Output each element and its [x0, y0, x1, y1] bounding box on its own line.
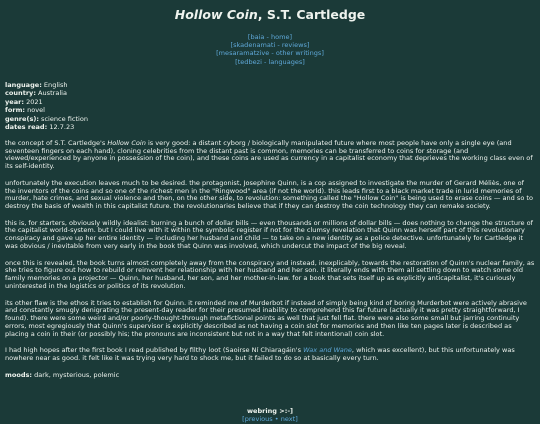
page-title — [5, 7, 535, 22]
meta-dates-read: dates read: 12.7.23 — [5, 123, 75, 132]
review-paragraph: its other flaw is the ethos it tries to establish for Quinn. it reminded me of Murderbot if instead of simply being kind of boring Murderbot were actively abrasive and constantly smugly denigrating the present-day reader for their presumed inability to comprehend this far future (actually it was pretty straightforward, I found). there were some weird and/or poorly-thought-through metafictional points as well that just fell flat. there were also some small but jarring continuity errors, most egregiously that Quinn's supervisor is explicitly described as not having a coin slot for memories and then like ten pages later is described as placing a coin in their (or possibly his; the pronouns are inconsistent but not in a way that felt intentional) coin slot. — [5, 298, 527, 338]
nav-link-home[interactable]: [baia - home] — [247, 33, 293, 41]
nav-link-languages[interactable]: [tedbezi - languages] — [235, 57, 305, 66]
wax-and-wane-link[interactable]: Wax and Wane — [303, 346, 352, 355]
nav-link-reviews[interactable]: [skadenamati - reviews] — [230, 41, 310, 50]
meta-language: language: English — [5, 80, 68, 89]
review-paragraph: the concept of S.T. Cartledge's Hollow Coin is very good: a distant cyborg / biologically manipulated future where most people have only a single eye (and seventeen fingers on each hand), cloning celebrities from the distant past is common, memories can be transferred to coins for storage (and viewed/experienced by anyone in possession of the coin), and these coins are used as currency in a capitalist economy that deprieves the working class even of its self-identity. — [5, 138, 533, 171]
webring-label: webring >:-] — [246, 406, 294, 415]
review-paragraph: this is, for starters, obviously wildly idealist: burning a bunch of dollar bills — even thousands or millions of dollar bills — does nothing to change the structure of the capitalist world-system. but I could live with it within the symbolic register if not for the clumsy revelation that Quinn was herself part of this revolutionary conspiracy and gave up her entire identity — including her husband and child — to take on a new identity as a police detective. unfortunately for Cartledge it was obvious / inevitable from very early in the book that Quinn was involved, which undercut the impact of the big reveal. — [5, 218, 533, 251]
review-paragraph: I had high hopes after the first book I read published by filthy loot (Saoirse Ní Chiaragáin's Wax and Wane, which was excellent), but this unfortunately was nowhere near as good. it felt like it was trying very hard to shock me, but it failed to do so at basically every turn. — [5, 346, 515, 363]
webring-links[interactable]: [previous • next] — [242, 415, 298, 423]
review-paragraph: once this is revealed, the book turns almost completely away from the conspiracy and instead, inexplicably, towards the restoration of Quinn's nuclear family, as she tries to figure out how to rebuild or reinvent her relationship with her husband and her son. it literally ends with them all settling down to watch some old family memories on a projector — Quinn, her husband, her son, and her mother-in-law. for a book that sets itself up as explicitly anticapitalist, it's curiously uninterested in the logistics or politics of its revolution. — [5, 258, 535, 291]
meta-genres: genre(s): science fiction — [5, 114, 89, 123]
footer — [5, 407, 535, 424]
book-metadata — [5, 81, 535, 132]
meta-form: form: novel — [5, 106, 45, 115]
site-nav — [5, 33, 535, 66]
nav-link-other-writings[interactable]: [mesaramatzive - other writings] — [216, 49, 324, 58]
meta-country: country: Australia — [5, 89, 67, 98]
meta-year: year: 2021 — [5, 97, 43, 106]
moods: moods: dark, mysterious, polemic — [5, 370, 120, 379]
review-paragraph: unfortunately the execution leaves much to be desired. the protagonist, Josephine Quinn, is a cop assigned to investigate the murder of Gerard Méliès, one of the inventors of the coins and so one of the richest men in the "Ringwood" area (if not the world). this leads first to a black market trade in lurid memories of murder, hate crimes, and sexual violence and then, on the other side, to revolution: something called the "Hollow Coin" is being used to erase coins — and so to destroy the basis of wealth in this capitalist future. the revolutionaries believe that if they can destroy the coin technology they can remake society. — [5, 178, 533, 211]
review-body — [5, 140, 535, 380]
book-title: Hollow Coin — [174, 7, 258, 22]
author-name: , S.T. Cartledge — [257, 7, 366, 22]
